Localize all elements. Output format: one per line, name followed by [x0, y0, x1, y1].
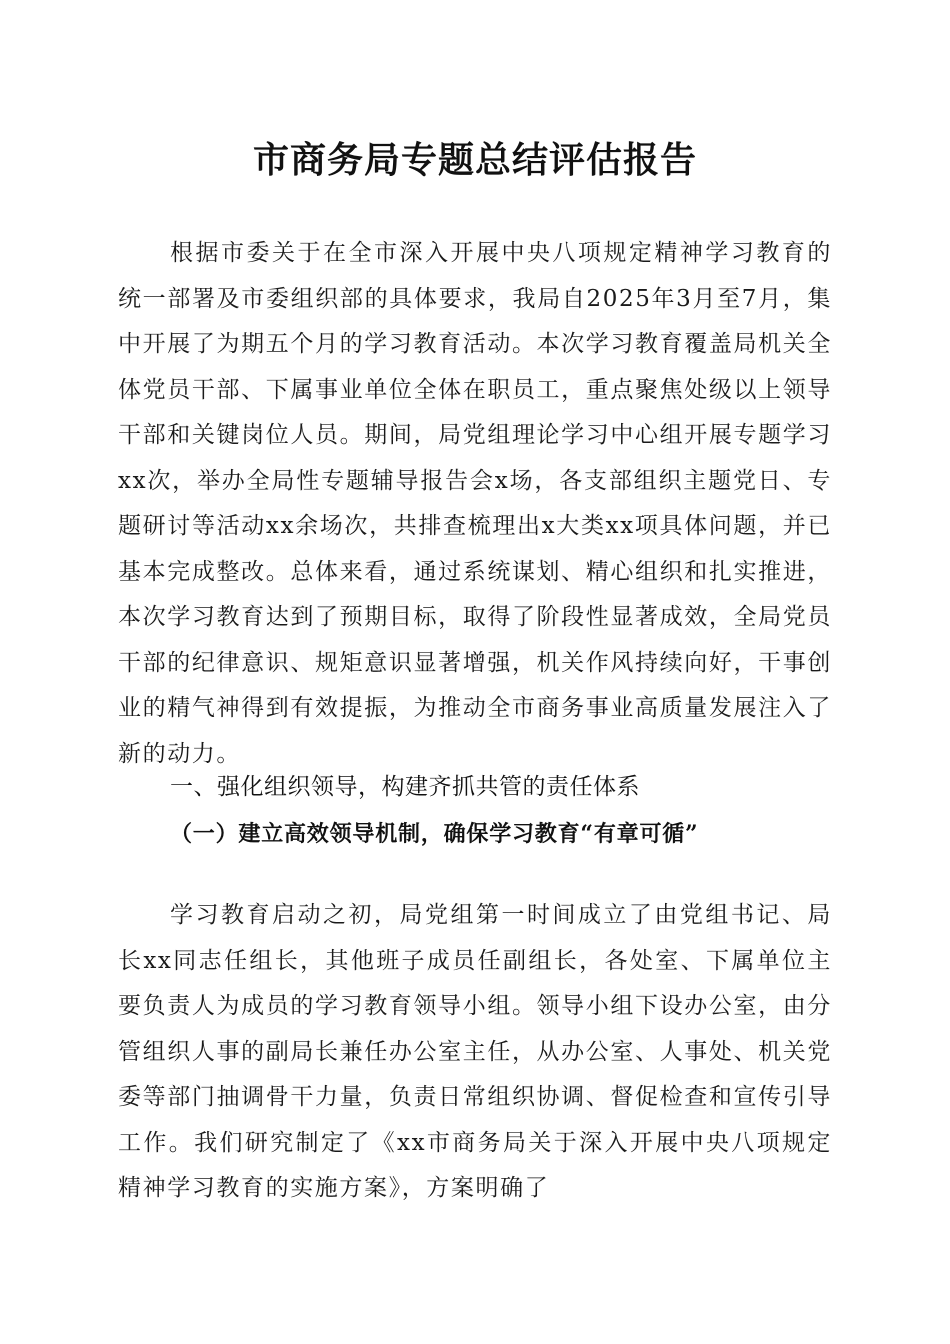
document-title: 市商务局专题总结评估报告	[252, 139, 697, 181]
intro-paragraph: 根据市委关于在全市深入开展中央八项规定精神学习教育的统一部署及市委组织部的具体要求，我局自2025年3月至7月，集中开展了为期五个月的学习教育活动。本次学习教育覆盖局机关全体党员干部、下属事业单位全体在职员工，重点聚焦处级以上领导干部和关键岗位人员。期间，局党组理论学习中心组开展专题学习xx次，举办全局性专题辅导报告会x场，各支部组织主题党日、专题研讨等活动xx余场次，共排查梳理出x大类xx项具体问题，并已基本完成整改。总体来看，通过系统谋划、精心组织和扎实推进，本次学习教育达到了预期目标，取得了阶段性显著成效，全局党员干部的纪律意识、规矩意识显著增强，机关作风持续向好，干事创业的精气神得到有效提振，为推动全市商务事业高质量发展注入了新的动力。	[118, 240, 832, 767]
body-paragraph: 学习教育启动之初，局党组第一时间成立了由党组书记、局长xx同志任组长，其他班子成员任副组长，各处室、下属单位主要负责人为成员的学习教育领导小组。领导小组下设办公室，由分管组织人事的副局长兼任办公室主任，从办公室、人事处、机关党委等部门抽调骨干力量，负责日常组织协调、督促检查和宣传引导工作。我们研究制定了《xx市商务局关于深入开展中央八项规定精神学习教育的实施方案》，方案明确了	[118, 902, 832, 1201]
section-heading: 一、强化组织领导，构建齐抓共管的责任体系	[170, 774, 640, 800]
subsection-heading: （一）建立高效领导机制，确保学习教育“有章可循”	[170, 821, 699, 847]
